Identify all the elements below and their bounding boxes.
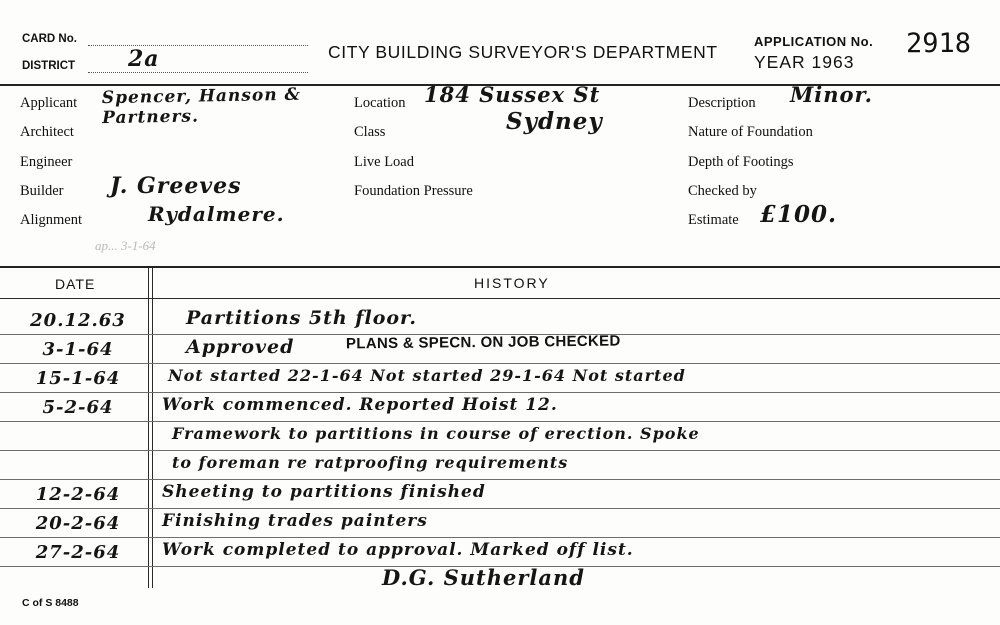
card-no-line xyxy=(88,45,308,46)
builder-label: Builder xyxy=(20,183,64,199)
district-line xyxy=(88,72,308,73)
row-history: Partitions 5th floor. xyxy=(186,307,417,329)
alignment-value: Rydalmere. xyxy=(148,202,285,226)
alignment-label: Alignment xyxy=(20,212,83,228)
district-label: DISTRICT xyxy=(22,60,76,72)
depth-of-footings-label: Depth of Footings xyxy=(688,154,794,170)
row-date: 15-1-64 xyxy=(35,368,121,389)
row-date: 20-2-64 xyxy=(35,513,121,534)
row-history: Not started 22-1-64 Not started 29-1-64 Not started xyxy=(168,366,686,385)
application-label: APPLICATION No. xyxy=(754,34,874,49)
table-header-rule xyxy=(0,298,1000,299)
date-column-divider-double xyxy=(152,268,153,588)
inspector-signature: D.G. Sutherland xyxy=(382,565,585,590)
row-history: to foreman re ratproofing requirements xyxy=(172,453,569,472)
estimate-value: £100. xyxy=(760,201,838,228)
date-column-divider xyxy=(148,268,149,588)
row-history: Work commenced. Reported Hoist 12. xyxy=(162,395,558,415)
live-load-label: Live Load xyxy=(354,154,414,170)
architect-label: Architect xyxy=(20,124,74,140)
row-date: 3-1-64 xyxy=(42,339,114,360)
builder-value: J. Greeves xyxy=(110,173,242,199)
card-no-label: CARD No. xyxy=(22,33,77,45)
row-rule xyxy=(0,392,1000,393)
row-rule xyxy=(0,479,1000,480)
nature-of-foundation-label: Nature of Foundation xyxy=(688,124,813,140)
approval-stamp: PLANS & SPECN. ON JOB CHECKED xyxy=(345,332,621,353)
row-history: Framework to partitions in course of erection. Spoke xyxy=(172,424,700,443)
year-label: YEAR 1963 xyxy=(754,52,855,72)
location-value-line2: Sydney xyxy=(506,108,603,135)
history-header: HISTORY xyxy=(474,275,550,291)
description-label: Description xyxy=(688,95,756,111)
row-rule xyxy=(0,508,1000,509)
date-header: DATE xyxy=(55,276,96,292)
row-date: 27-2-64 xyxy=(35,542,121,563)
estimate-label: Estimate xyxy=(688,212,739,228)
engineer-label: Engineer xyxy=(20,154,73,170)
row-date: 12-2-64 xyxy=(35,484,121,505)
row-history: Finishing trades painters xyxy=(162,511,428,531)
row-date: 20.12.63 xyxy=(30,310,126,331)
row-rule xyxy=(0,421,1000,422)
row-history: Work completed to approval. Marked off list. xyxy=(162,540,634,560)
department-title: CITY BUILDING SURVEYOR'S DEPARTMENT xyxy=(328,42,718,62)
row-rule xyxy=(0,450,1000,451)
foundation-pressure-label: Foundation Pressure xyxy=(354,183,473,199)
row-date: 5-2-64 xyxy=(42,397,114,418)
application-number: 2918 xyxy=(906,28,972,59)
checked-by-label: Checked by xyxy=(688,183,757,199)
district-value: 2a xyxy=(128,46,160,72)
row-history: Sheeting to partitions finished xyxy=(162,482,486,502)
form-code: C of S 8488 xyxy=(22,597,79,609)
location-label: Location xyxy=(354,95,406,111)
row-rule xyxy=(0,363,1000,364)
row-rule xyxy=(0,537,1000,538)
location-value-line1: 184 Sussex St xyxy=(424,82,601,107)
table-top-rule xyxy=(0,266,1000,268)
row-history: Approved xyxy=(186,336,295,358)
applicant-label: Applicant xyxy=(20,95,78,111)
class-label: Class xyxy=(354,124,386,140)
faint-note: ap... 3-1-64 xyxy=(95,238,156,253)
applicant-value: Spencer, Hanson & Partners. xyxy=(101,84,302,129)
description-value: Minor. xyxy=(790,82,873,107)
